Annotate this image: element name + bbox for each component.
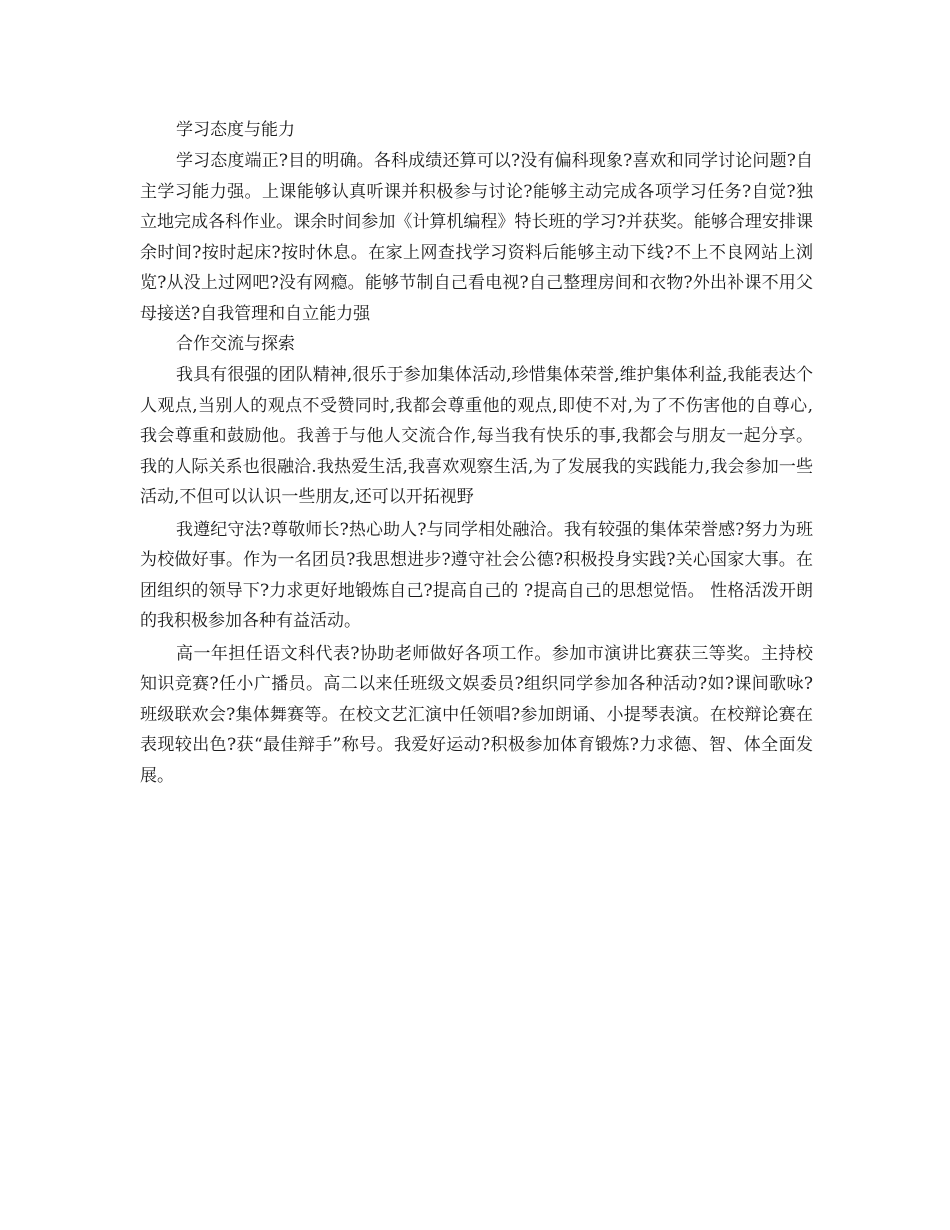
paragraph-study-attitude: 学习态度端正?目的明确。各科成绩还算可以?没有偏科现象?喜欢和同学讨论问题?自主学习能力强。上课能够认真听课并积极参与讨论?能够主动完成各项学习任务?自觉?独立地完成各科作业。课余时间参加《计算机编程》特长班的学习?并获奖。能够合理安排课余时间?按时起床?按时休息。在家上网查找学习资料后能够主动下线?不上不良网站上浏览?从没上过网吧?没有网瘾。能够节制自己看电视?自己整理房间和衣物?外出补课不用父母接送?自我管理和自立能力强: [140, 151, 813, 324]
paragraph-team-spirit: 我具有很强的团队精神,很乐于参加集体活动,珍惜集体荣誉,维护集体利益,我能表达个人观点,当别人的观点不受赞同时,我都会尊重他的观点,即使不对,为了不伤害他的自尊心,我会尊重和鼓励他。我善于与他人交流合作,每当我有快乐的事,我都会与朋友一起分享。我的人际关系也很融洽.我热爱生活,我喜欢观察生活,为了发展我的实践能力,我会参加一些活动,不但可以认识一些朋友,还可以开拓视野: [140, 365, 813, 507]
document-page: [140, 116, 813, 791]
section-heading-cooperation: 合作交流与探索: [176, 334, 295, 354]
paragraph-activities: 高一年担任语文科代表?协助老师做好各项工作。参加市演讲比赛获三等奖。主持校知识竞赛?任小广播员。高二以来任班级文娱委员?组织同学参加各种活动?如?课间歌咏?班级联欢会?集体舞赛等。在校文艺汇演中任领唱?参加朗诵、小提琴表演。在校辩论赛在表现较出色?获“最佳辩手”称号。我爱好运动?积极参加体育锻炼?力求德、智、体全面发展。: [140, 643, 813, 786]
paragraph-discipline: 我遵纪守法?尊敬师长?热心助人?与同学相处融洽。我有较强的集体荣誉感?努力为班为校做好事。作为一名团员?我思想进步?遵守社会公德?积极投身实践?关心国家大事。在团组织的领导下?力求更好地锻炼自己?提高自己的 ?提高自己的思想觉悟。 性格活泼开朗的我积极参加各种有益活动。: [140, 519, 813, 631]
section-heading-study-attitude: 学习态度与能力: [176, 120, 295, 140]
